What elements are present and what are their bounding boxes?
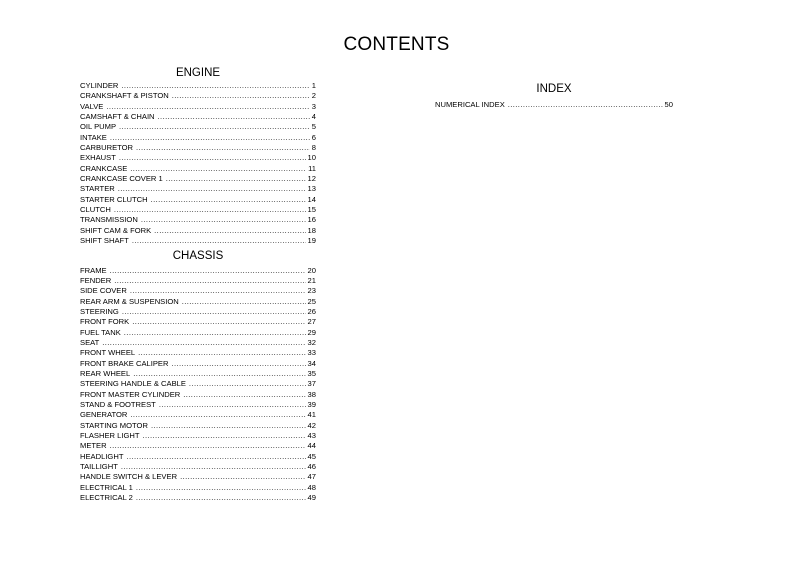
dot-leader [110, 441, 306, 451]
toc-entry-page-number: 42 [307, 420, 316, 430]
dot-leader [119, 153, 306, 163]
toc-entry-page-number: 5 [311, 122, 316, 132]
toc-entry-label: FENDER [80, 275, 112, 285]
toc-entry-label: CAMSHAFT & CHAIN [80, 112, 155, 122]
toc-entry-page-number: 35 [307, 368, 316, 378]
toc-entry[interactable] [80, 379, 316, 389]
toc-entry-label: SIDE COVER [80, 286, 127, 296]
index-section-heading: INDEX [536, 83, 572, 95]
toc-entry-label: STEERING HANDLE & CABLE [80, 379, 186, 389]
chassis-entry-list [80, 266, 316, 504]
toc-entry[interactable] [80, 472, 316, 482]
toc-entry-label: REAR WHEEL [80, 368, 131, 378]
left-column [80, 66, 316, 503]
toc-entry-label: ELECTRICAL 2 [80, 493, 133, 503]
toc-entry[interactable] [80, 184, 316, 194]
toc-entry-page-number: 45 [307, 451, 316, 461]
dot-leader [110, 266, 306, 276]
toc-entry-page-number: 3 [311, 101, 316, 111]
toc-entry-label: FLASHER LIGHT [80, 431, 140, 440]
dot-leader [151, 195, 306, 205]
toc-entry-page-number: 20 [307, 265, 316, 275]
toc-entry-label: NUMERICAL INDEX [435, 100, 505, 109]
toc-entry-page-number: 11 [308, 163, 316, 173]
toc-entry-label: CLUTCH [80, 205, 111, 215]
dot-leader [171, 359, 305, 369]
toc-entry-page-number: 48 [307, 482, 316, 492]
toc-entry-page-number: 47 [307, 472, 316, 482]
dot-leader [121, 462, 306, 472]
toc-entry-page-number: 46 [307, 462, 316, 472]
dot-leader [132, 236, 306, 246]
dot-leader [182, 297, 306, 307]
toc-entry-page-number: 41 [307, 410, 316, 420]
toc-entry-page-number: 8 [311, 143, 316, 153]
dot-leader [136, 483, 306, 493]
toc-entry[interactable] [80, 297, 316, 307]
toc-entry-page-number: 19 [307, 236, 316, 246]
dot-leader [119, 122, 310, 132]
toc-entry-label: ELECTRICAL 1 [80, 482, 133, 492]
dot-leader [130, 410, 305, 420]
toc-entry[interactable] [80, 493, 316, 503]
toc-entry-label: FUEL TANK [80, 327, 121, 337]
toc-entry-page-number: 27 [307, 317, 316, 327]
toc-entry-label: STEERING [80, 306, 119, 316]
dot-leader [133, 369, 305, 379]
toc-entry[interactable] [80, 390, 316, 400]
dot-leader [121, 81, 309, 91]
toc-entry[interactable] [80, 431, 316, 441]
toc-entry-label: METER [80, 441, 107, 451]
dot-leader [166, 174, 306, 184]
toc-entry[interactable] [80, 112, 316, 122]
toc-entry-label: CRANKCASE COVER 1 [80, 174, 163, 184]
toc-entry-page-number: 34 [307, 358, 316, 368]
toc-entry-label: OIL PUMP [80, 122, 117, 132]
toc-entry-label: FRONT FORK [80, 317, 130, 327]
toc-entry[interactable] [80, 215, 316, 225]
toc-entry[interactable] [80, 81, 316, 91]
toc-entry[interactable] [80, 102, 316, 112]
toc-entry[interactable] [80, 226, 316, 236]
dot-leader [118, 184, 306, 194]
toc-entry-page-number: 4 [311, 112, 316, 122]
dot-leader [110, 133, 310, 143]
toc-entry-label: TRANSMISSION [80, 215, 138, 225]
toc-entry[interactable] [80, 348, 316, 358]
dot-leader [180, 472, 305, 482]
toc-entry[interactable] [80, 369, 316, 379]
toc-entry[interactable] [80, 359, 316, 369]
toc-entry[interactable] [80, 483, 316, 493]
toc-entry[interactable] [80, 133, 316, 143]
dot-leader [106, 102, 309, 112]
dot-leader [136, 493, 306, 503]
toc-entry-page-number: 21 [307, 275, 316, 285]
toc-entry-label: CARBURETOR [80, 143, 134, 153]
engine-section-heading: ENGINE [175, 67, 221, 79]
dot-leader [136, 143, 310, 153]
toc-entry-label: HEADLIGHT [80, 451, 124, 461]
toc-entry[interactable] [80, 462, 316, 472]
toc-entry-page-number: 26 [307, 306, 316, 316]
toc-entry[interactable] [80, 174, 316, 184]
dot-leader [130, 286, 306, 296]
toc-entry-label: STARTER CLUTCH [80, 194, 148, 204]
toc-entry[interactable] [80, 400, 316, 410]
toc-entry[interactable] [80, 421, 316, 431]
dot-leader [126, 452, 305, 462]
toc-entry[interactable] [80, 205, 316, 215]
dot-leader [132, 317, 305, 327]
right-column [435, 82, 673, 110]
toc-entry-page-number: 33 [307, 348, 316, 358]
toc-entry-page-number: 44 [307, 441, 316, 451]
toc-entry-label: HANDLE SWITCH & LEVER [80, 472, 178, 482]
toc-entry[interactable] [80, 338, 316, 348]
toc-entry-page-number: 10 [307, 153, 316, 163]
dot-leader [143, 431, 306, 441]
toc-entry[interactable] [80, 153, 316, 163]
toc-entry-page-number: 6 [311, 132, 316, 142]
dot-leader [172, 91, 310, 101]
toc-entry[interactable] [80, 143, 316, 153]
toc-entry-label: FRONT BRAKE CALIPER [80, 358, 169, 368]
toc-entry-page-number: 14 [307, 194, 316, 204]
toc-entry-label: STARTER [80, 184, 115, 194]
toc-entry[interactable] [435, 100, 673, 110]
toc-entry-page-number: 49 [307, 493, 316, 503]
dot-leader [151, 421, 306, 431]
toc-entry-page-number: 38 [307, 389, 316, 399]
dot-leader [508, 100, 663, 110]
toc-entry-label: REAR ARM & SUSPENSION [80, 296, 179, 306]
toc-entry-label: GENERATOR [80, 410, 128, 420]
page-title: CONTENTS [343, 34, 450, 55]
index-entry-list [435, 100, 673, 110]
toc-entry-page-number: 12 [307, 174, 316, 184]
toc-entry-label: CRANKSHAFT & PISTON [80, 91, 169, 101]
toc-entry[interactable] [80, 195, 316, 205]
dot-leader [183, 390, 305, 400]
dot-leader [141, 215, 306, 225]
toc-entry-page-number: 23 [307, 286, 316, 296]
dot-leader [122, 307, 306, 317]
toc-entry-label: CRANKCASE [80, 163, 128, 173]
dot-leader [158, 112, 310, 122]
toc-entry-page-number: 29 [307, 327, 316, 337]
toc-entry-label: CYLINDER [80, 81, 119, 90]
toc-entry[interactable] [80, 236, 316, 246]
toc-entry-label: FRAME [80, 265, 107, 275]
toc-entry-label: SHIFT SHAFT [80, 236, 129, 246]
toc-entry-label: TAILLIGHT [80, 462, 118, 472]
toc-entry[interactable] [80, 266, 316, 276]
toc-entry[interactable] [80, 441, 316, 451]
engine-entry-list [80, 81, 316, 247]
toc-entry[interactable] [80, 328, 316, 338]
toc-entry-page-number: 15 [307, 205, 316, 215]
toc-entry-page-number: 37 [307, 379, 316, 389]
chassis-section-heading: CHASSIS [172, 249, 224, 262]
toc-entry-label: SEAT [80, 337, 100, 347]
toc-entry-page-number: 18 [307, 225, 316, 235]
toc-entry-page-number: 16 [307, 215, 316, 225]
toc-entry-label: INTAKE [80, 132, 107, 142]
toc-entry[interactable] [80, 122, 316, 132]
toc-entry[interactable] [80, 91, 316, 101]
toc-entry[interactable] [80, 164, 316, 174]
toc-entry-page-number: 1 [311, 81, 316, 90]
toc-entry[interactable] [80, 317, 316, 327]
dot-leader [159, 400, 306, 410]
dot-leader [138, 348, 305, 358]
toc-entry-page-number: 25 [307, 296, 316, 306]
toc-entry[interactable] [80, 410, 316, 420]
toc-entry-page-number: 39 [307, 399, 316, 409]
toc-entry-label: FRONT WHEEL [80, 348, 136, 358]
dot-leader [114, 276, 305, 286]
dot-leader [114, 205, 306, 215]
toc-entry[interactable] [80, 276, 316, 286]
toc-entry-page-number: 50 [664, 100, 673, 109]
toc-entry-label: VALVE [80, 101, 104, 111]
dot-leader [130, 164, 306, 174]
dot-leader [154, 226, 305, 236]
toc-entry-page-number: 43 [307, 431, 316, 440]
toc-entry[interactable] [80, 452, 316, 462]
toc-entry-label: SHIFT CAM & FORK [80, 225, 152, 235]
toc-entry-page-number: 32 [307, 337, 316, 347]
toc-entry-label: EXHAUST [80, 153, 116, 163]
toc-entry-label: STAND & FOOTREST [80, 399, 156, 409]
toc-entry[interactable] [80, 286, 316, 296]
toc-entry-label: STARTING MOTOR [80, 420, 148, 430]
dot-leader [189, 379, 306, 389]
toc-entry-page-number: 13 [307, 184, 316, 194]
dot-leader [124, 328, 306, 338]
toc-entry-page-number: 2 [311, 91, 316, 101]
toc-entry[interactable] [80, 307, 316, 317]
toc-entry-label: FRONT MASTER CYLINDER [80, 389, 181, 399]
dot-leader [102, 338, 305, 348]
